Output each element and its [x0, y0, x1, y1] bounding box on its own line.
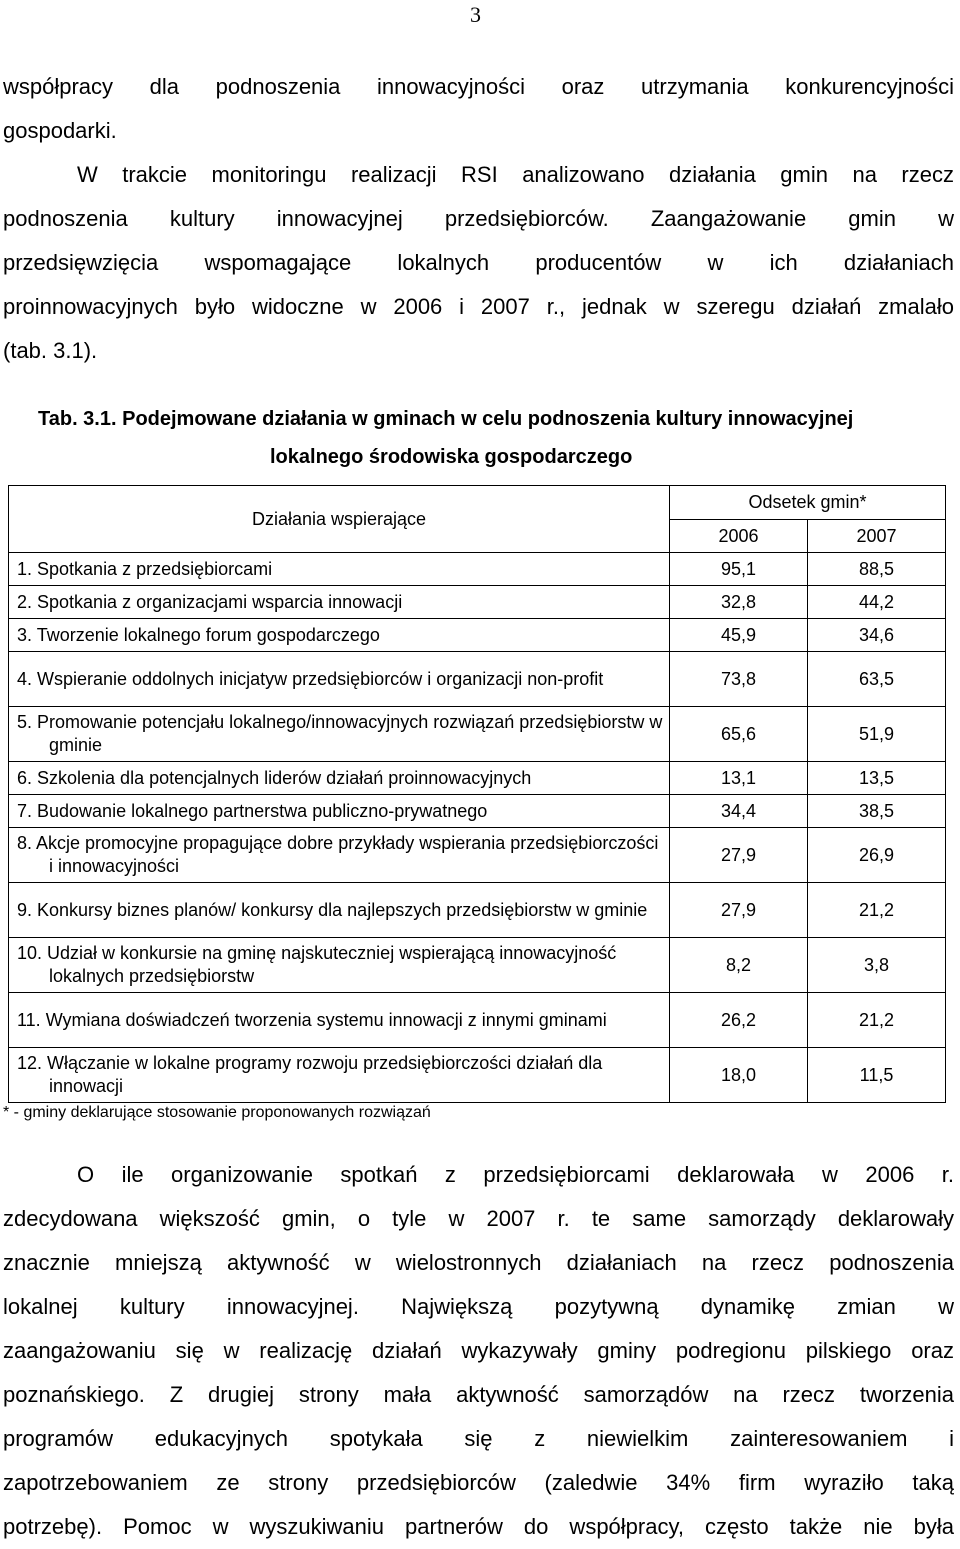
activity-label [9, 762, 670, 795]
activity-label [9, 883, 670, 938]
table-row [9, 938, 946, 993]
text-line: współpracy dla podnoszenia innowacyjności oraz utrzymania konkurencyjności [3, 74, 954, 99]
value-2006: 34,4 [670, 795, 808, 828]
table-row [9, 828, 946, 883]
value-2006: 27,9 [670, 883, 808, 938]
table-row [9, 707, 946, 762]
value-2007: 21,2 [808, 993, 946, 1048]
table-row [9, 993, 946, 1048]
value-2007: 3,8 [808, 938, 946, 993]
value-2006: 13,1 [670, 762, 808, 795]
activity-label-text: 3. Tworzenie lokalnego forum gospodarczego [17, 624, 380, 645]
table-row [9, 795, 946, 828]
text-line: (tab. 3.1). [3, 338, 98, 363]
text-line: W trakcie monitoringu realizacji RSI analizowano działania gmin na rzecz [77, 162, 954, 187]
activity-label [9, 828, 670, 883]
activity-label-text: 9. Konkursy biznes planów/ konkursy dla najlepszych przedsiębiorstw w gminie [17, 899, 648, 920]
text-line: poznańskiego. Z drugiej strony mała aktywność samorządów na rzecz tworzenia [3, 1382, 954, 1407]
column-header-year: 2007 [808, 520, 946, 553]
table-row [9, 762, 946, 795]
activity-label-text: 1. Spotkania z przedsiębiorcami [17, 558, 273, 579]
value-2007: 63,5 [808, 652, 946, 707]
activity-label [9, 1048, 670, 1103]
activity-label-text: 2. Spotkania z organizacjami wsparcia innowacji [17, 591, 403, 612]
text-line: zaangażowaniu się w realizację działań wykazywały gminy podregionu pilskiego oraz [3, 1338, 954, 1363]
value-2006: 45,9 [670, 619, 808, 652]
activity-label-text: 12. Włączanie w lokalne programy rozwoju przedsiębiorczości działań dla innowacji [17, 1053, 603, 1096]
column-header-year: 2006 [670, 520, 808, 553]
activity-label-text: 4. Wspieranie oddolnych inicjatyw przedsiębiorców i organizacji non-profit [17, 668, 604, 689]
value-2007: 26,9 [808, 828, 946, 883]
value-2007: 51,9 [808, 707, 946, 762]
activity-label-text: 5. Promowanie potencjału lokalnego/innowacyjnych rozwiązań przedsiębiorstw w gminie [17, 712, 663, 755]
table-row [9, 1048, 946, 1103]
value-2006: 27,9 [670, 828, 808, 883]
activity-label [9, 586, 670, 619]
value-2007: 13,5 [808, 762, 946, 795]
activity-label-text: 7. Budowanie lokalnego partnerstwa publiczno-prywatnego [17, 800, 488, 821]
text-line: przedsięwzięcia wspomagające lokalnych producentów w ich działaniach [3, 250, 954, 275]
activity-label-text: 10. Udział w konkursie na gminę najskuteczniej wspierającą innowacyjność lokalnych przedsiębiorstw [17, 943, 617, 986]
value-2006: 65,6 [670, 707, 808, 762]
value-2007: 88,5 [808, 553, 946, 586]
table-row [9, 652, 946, 707]
value-2006: 26,2 [670, 993, 808, 1048]
value-2006: 8,2 [670, 938, 808, 993]
value-2007: 38,5 [808, 795, 946, 828]
activity-label-text: 6. Szkolenia dla potencjalnych liderów działań proinnowacyjnych [17, 767, 532, 788]
value-2007: 34,6 [808, 619, 946, 652]
table-caption-line: lokalnego środowiska gospodarczego [270, 446, 633, 468]
activity-label [9, 707, 670, 762]
text-line: potrzebę). Pomoc w wyszukiwaniu partnerów do współpracy, często także nie była [3, 1514, 954, 1539]
activity-label [9, 938, 670, 993]
value-2006: 18,0 [670, 1048, 808, 1103]
activity-label [9, 652, 670, 707]
text-line: zdecydowana większość gmin, o tyle w 2007 r. te same samorządy deklarowały [3, 1206, 954, 1231]
intro-paragraph [3, 65, 954, 373]
activity-label [9, 553, 670, 586]
activity-label-text: 11. Wymiana doświadczeń tworzenia systemu innowacji z innymi gminami [17, 1009, 607, 1030]
analysis-paragraph [3, 1153, 954, 1549]
value-2007: 21,2 [808, 883, 946, 938]
activity-label [9, 993, 670, 1048]
text-line: proinnowacyjnych było widoczne w 2006 i 2007 r., jednak w szeregu działań zmalało [3, 294, 954, 319]
table-row [9, 586, 946, 619]
table-row [9, 883, 946, 938]
text-line: O ile organizowanie spotkań z przedsiębiorcami deklarowała w 2006 r. [77, 1162, 954, 1187]
text-line: podnoszenia kultury innowacyjnej przedsiębiorców. Zaangażowanie gmin w [3, 206, 954, 231]
table-row [9, 619, 946, 652]
text-line: znacznie mniejszą aktywność w wielostronnych działaniach na rzecz podnoszenia [3, 1250, 954, 1275]
value-2007: 11,5 [808, 1048, 946, 1103]
value-2006: 95,1 [670, 553, 808, 586]
activities-table [8, 485, 946, 1103]
text-line: gospodarki. [3, 118, 117, 143]
text-line: programów edukacyjnych spotykała się z niewielkim zainteresowaniem i [3, 1426, 954, 1451]
value-2007: 44,2 [808, 586, 946, 619]
activity-label [9, 619, 670, 652]
column-header-share: Odsetek gmin* [670, 486, 946, 520]
value-2006: 73,8 [670, 652, 808, 707]
activity-label-text: 8. Akcje promocyjne propagujące dobre przykłady wspierania przedsiębiorczości i innowacyjności [17, 833, 659, 876]
column-header-activities: Działania wspierające [9, 486, 670, 553]
text-line: lokalnej kultury innowacyjnej. Największą pozytywną dynamikę zmian w [3, 1294, 954, 1319]
text-line: zapotrzebowaniem ze strony przedsiębiorców (zaledwie 34% firm wyraziło taką [3, 1470, 954, 1495]
page-number: 3 [470, 2, 481, 27]
activity-label [9, 795, 670, 828]
table-caption-line: Tab. 3.1. Podejmowane działania w gminach w celu podnoszenia kultury innowacyjnej [38, 408, 854, 430]
table-footnote: * - gminy deklarujące stosowanie proponowanych rozwiązań [3, 1104, 431, 1121]
table-row [9, 553, 946, 586]
value-2006: 32,8 [670, 586, 808, 619]
